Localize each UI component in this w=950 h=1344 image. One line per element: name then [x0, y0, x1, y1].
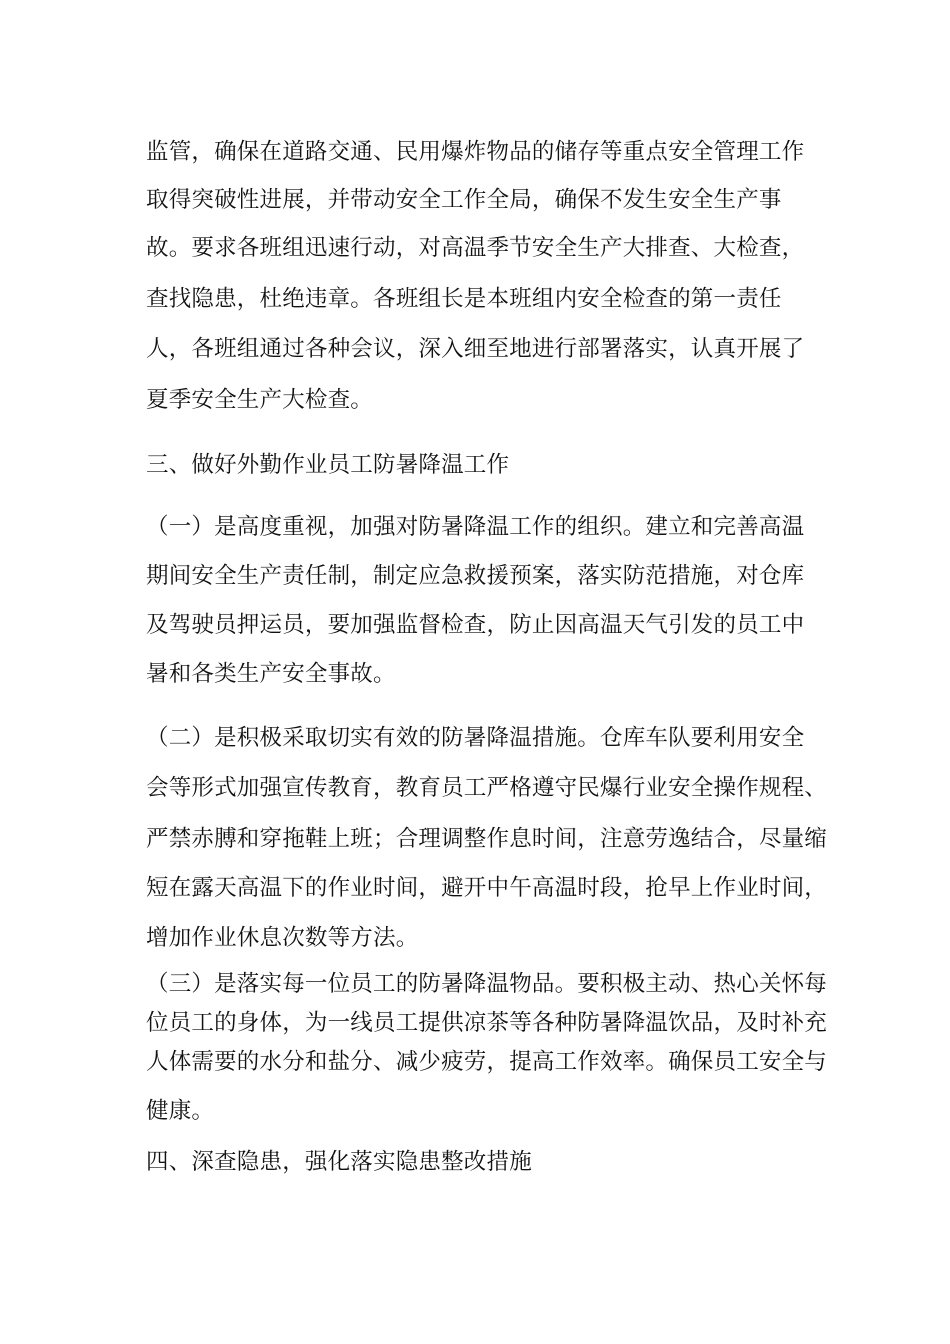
section-heading: 三、做好外勤作业员工防暑降温工作 [146, 452, 510, 478]
text-line: 查找隐患，杜绝违章。各班组长是本班组内安全检查的第一责任 [146, 286, 782, 312]
text-line: 短在露天高温下的作业时间，避开中午高温时段，抢早上作业时间， [146, 875, 828, 901]
text-line: 暑和各类生产安全事故。 [146, 661, 396, 687]
section-heading: 四、深查隐患，强化落实隐患整改措施 [146, 1149, 532, 1175]
text-line: 健康。 [146, 1098, 215, 1124]
text-line: 人，各班组通过各种会议，深入细至地进行部署落实，认真开展了 [146, 336, 805, 362]
text-line: 期间安全生产责任制，制定应急救援预案，落实防范措施，对仓库 [146, 563, 805, 589]
text-line: 增加作业休息次数等方法。 [146, 925, 419, 951]
text-line: （三）是落实每一位员工的防暑降温物品。要积极主动、热心关怀每 [146, 971, 828, 997]
text-line: 严禁赤膊和穿拖鞋上班；合理调整作息时间，注意劳逸结合，尽量缩 [146, 826, 828, 852]
text-line: 故。要求各班组迅速行动，对高温季节安全生产大排查、大检查， [146, 235, 805, 261]
text-line: 及驾驶员押运员，要加强监督检查，防止因高温天气引发的员工中 [146, 612, 805, 638]
text-line: （二）是积极采取切实有效的防暑降温措施。仓库车队要利用安全 [146, 725, 805, 751]
text-line: （一）是高度重视，加强对防暑降温工作的组织。建立和完善高温 [146, 514, 805, 540]
text-line: 会等形式加强宣传教育，教育员工严格遵守民爆行业安全操作规程、 [146, 775, 828, 801]
text-line: 人体需要的水分和盐分、减少疲劳，提高工作效率。确保员工安全与 [146, 1049, 828, 1075]
text-line: 夏季安全生产大检查。 [146, 387, 374, 413]
text-line: 位员工的身体，为一线员工提供凉茶等各种防暑降温饮品，及时补充 [146, 1010, 828, 1036]
text-line: 取得突破性进展，并带动安全工作全局，确保不发生安全生产事 [146, 187, 782, 213]
text-line: 监管，确保在道路交通、民用爆炸物品的储存等重点安全管理工作 [146, 139, 805, 165]
